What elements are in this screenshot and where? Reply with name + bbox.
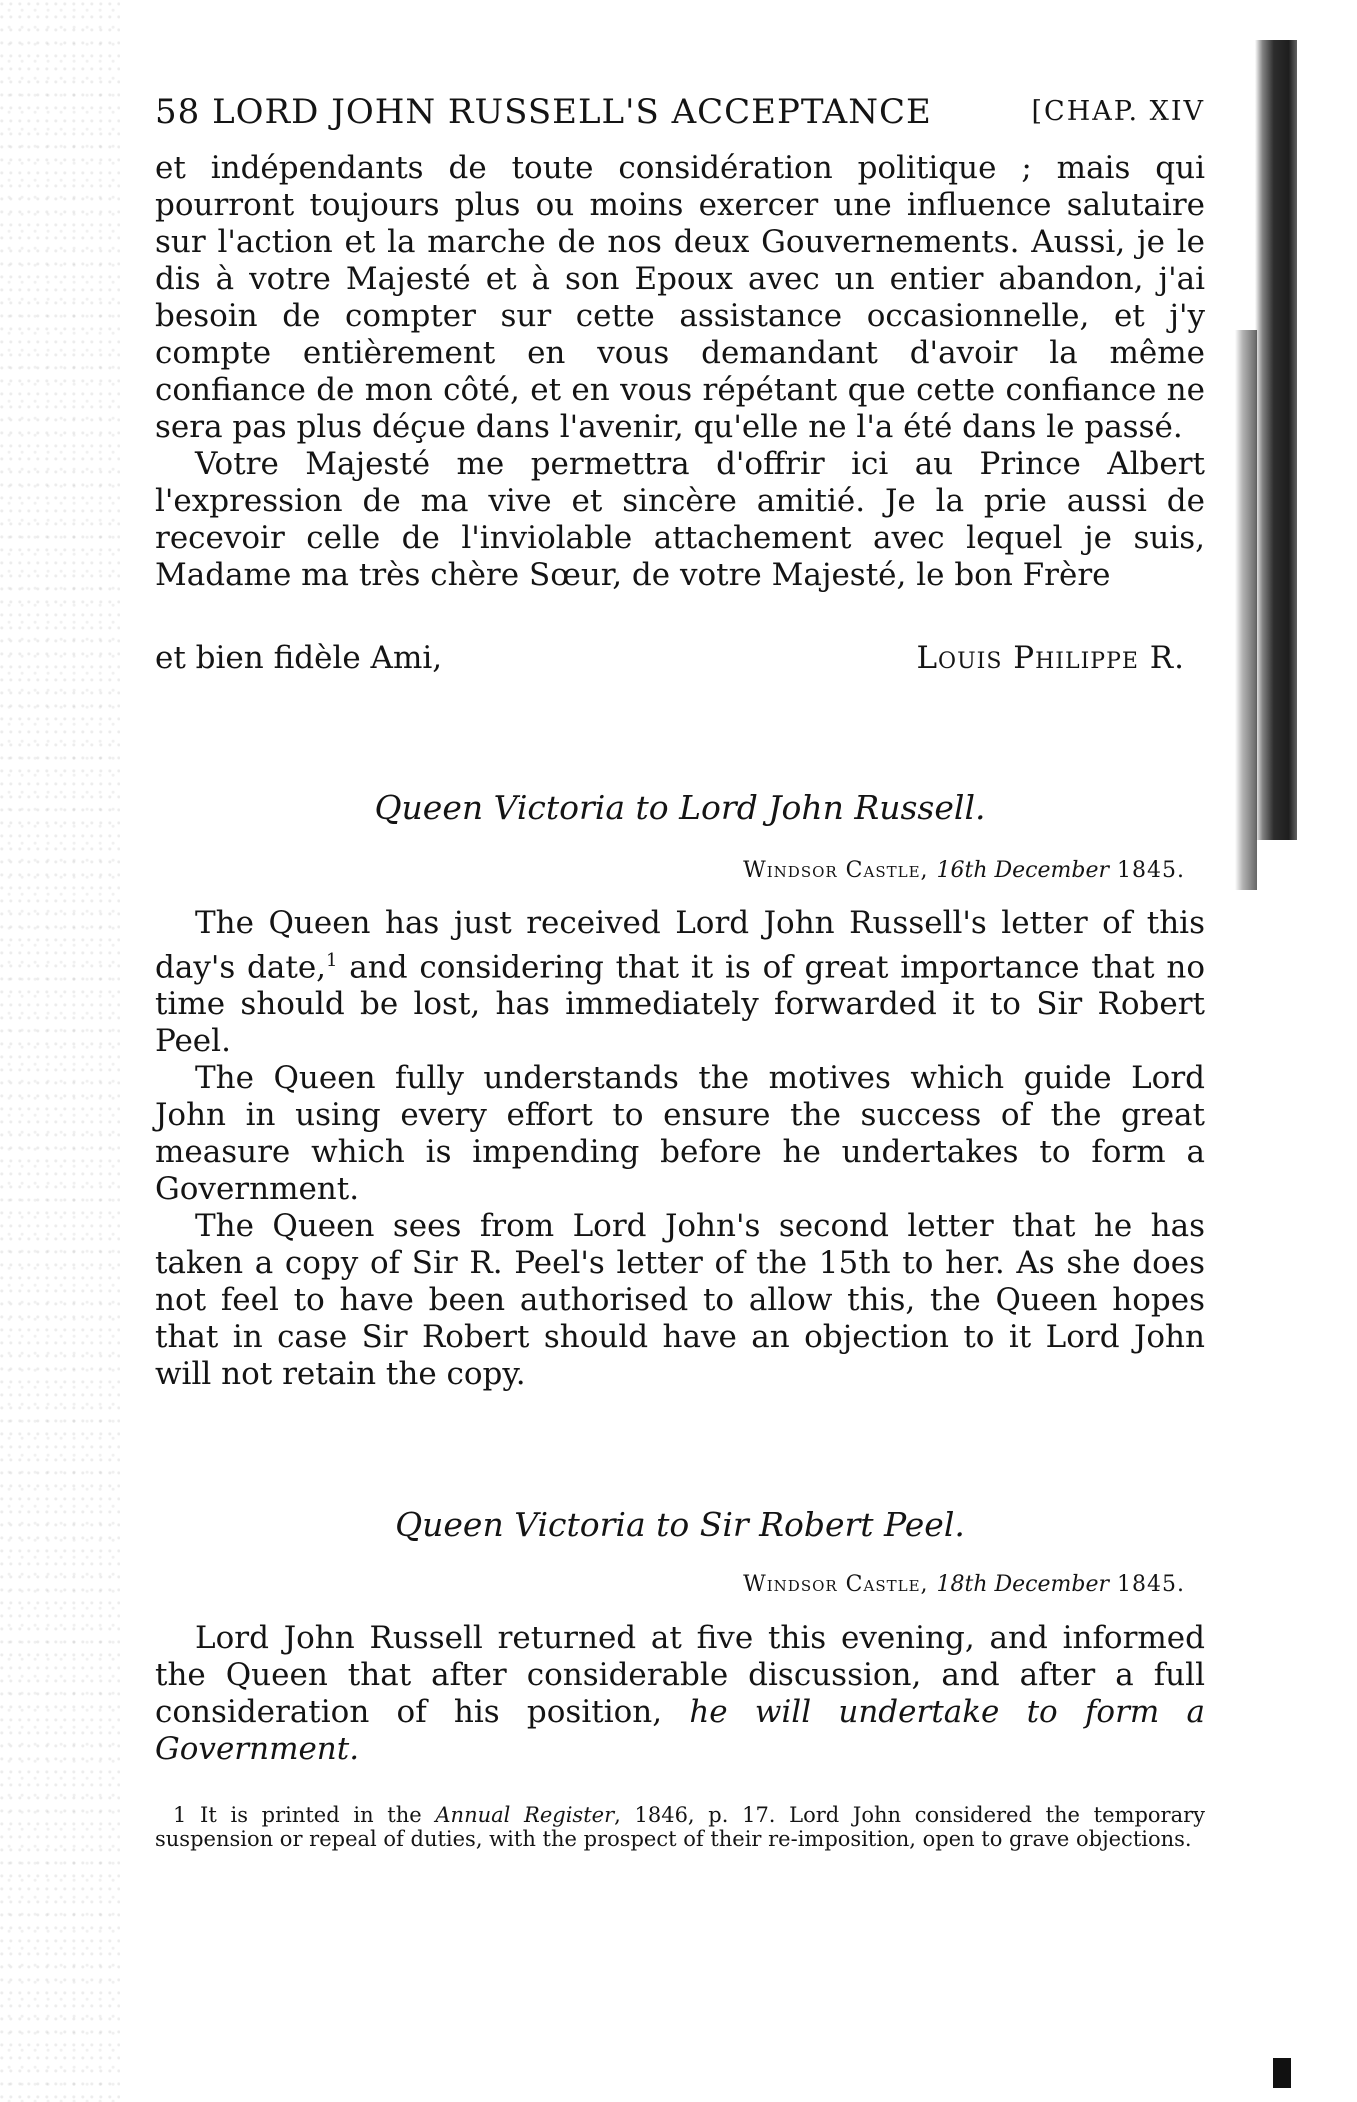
signature: Louis Philippe R. xyxy=(916,640,1185,676)
chapter-label: [CHAP. XIV xyxy=(1031,96,1205,127)
letter-heading: Queen Victoria to Lord John Russell. xyxy=(374,788,986,827)
letter-paragraph: The Queen fully understands the motives which guide Lord John in using every effort to ensure the success of the great measure which is impending before he undertakes to form a Government. xyxy=(155,1060,1205,1208)
dateline: Windsor Castle, 16th December 1845. xyxy=(743,858,1185,883)
footnote-number: 1 xyxy=(173,1803,187,1827)
letter-paragraph: The Queen sees from Lord John's second letter that he has taken a copy of Sir R. Peel's letter of the 15th to her. As she does not feel to have been authorised to allow this, the Queen hopes that in case Sir Robert should have an objection to it Lord John will not retain the copy. xyxy=(155,1208,1205,1393)
letter-paragraph: The Queen has just received Lord John Russell's letter of this day's date,$^1$ and considering that it is of great importance that no time should be lost, has immediately forwarded it to Sir Robert Peel. xyxy=(155,905,1206,1060)
letter-body xyxy=(155,905,1205,1393)
running-head xyxy=(155,92,1205,132)
continuation-paragraph: et indépendants de toute considération politique ; mais qui pourront toujours plus ou moins exercer une influence salutaire sur l'action et la marche de nos deux Gouvernements. Aussi, je le dis à votre Majesté et à son Epoux avec un entier abandon, j'ai besoin de compter sur cette assistance occasionnelle, et j'y compte entièrement en vous demandant d'avoir la même confiance de mon côté, et en vous répétant que cette confiance ne sera pas plus déçue dans l'avenir, qu'elle ne l'a été dans le passé. xyxy=(155,150,1205,445)
corner-mark xyxy=(1273,2058,1291,2088)
binding-shadow-inner xyxy=(1235,330,1257,890)
letter-heading: Queen Victoria to Sir Robert Peel. xyxy=(395,1505,965,1544)
page-edge-speckle xyxy=(0,0,120,2102)
footnote-marker: 1 xyxy=(326,950,338,971)
page-number: 58 xyxy=(155,92,201,132)
letter-body xyxy=(155,1620,1205,1768)
letter-continuation xyxy=(155,150,1205,594)
running-title: LORD JOHN RUSSELL'S ACCEPTANCE xyxy=(212,92,932,132)
footnote: 1 It is printed in the Annual Register, 1846, p. 17. Lord John considered the temporary suspension or repeal of duties, with the prospect of their re-imposition, open to grave objections. xyxy=(155,1803,1205,1851)
closing-phrase: et bien fidèle Ami, xyxy=(155,640,443,676)
letter-closing xyxy=(155,640,1205,677)
binding-shadow xyxy=(1255,40,1297,840)
continuation-paragraph: Votre Majesté me permettra d'offrir ici au Prince Albert l'expression de ma vive et sincère amitié. Je la prie aussi de recevoir celle de l'inviolable attachement avec lequel je suis, Madame ma très chère Sœur, de votre Majesté, le bon Frère xyxy=(155,446,1205,593)
letter-paragraph: Lord John Russell returned at five this evening, and informed the Queen that after considerable discussion, and after a full consideration of his position, he will undertake to form a Government. xyxy=(155,1620,1206,1767)
dateline: Windsor Castle, 18th December 1845. xyxy=(743,1572,1185,1597)
